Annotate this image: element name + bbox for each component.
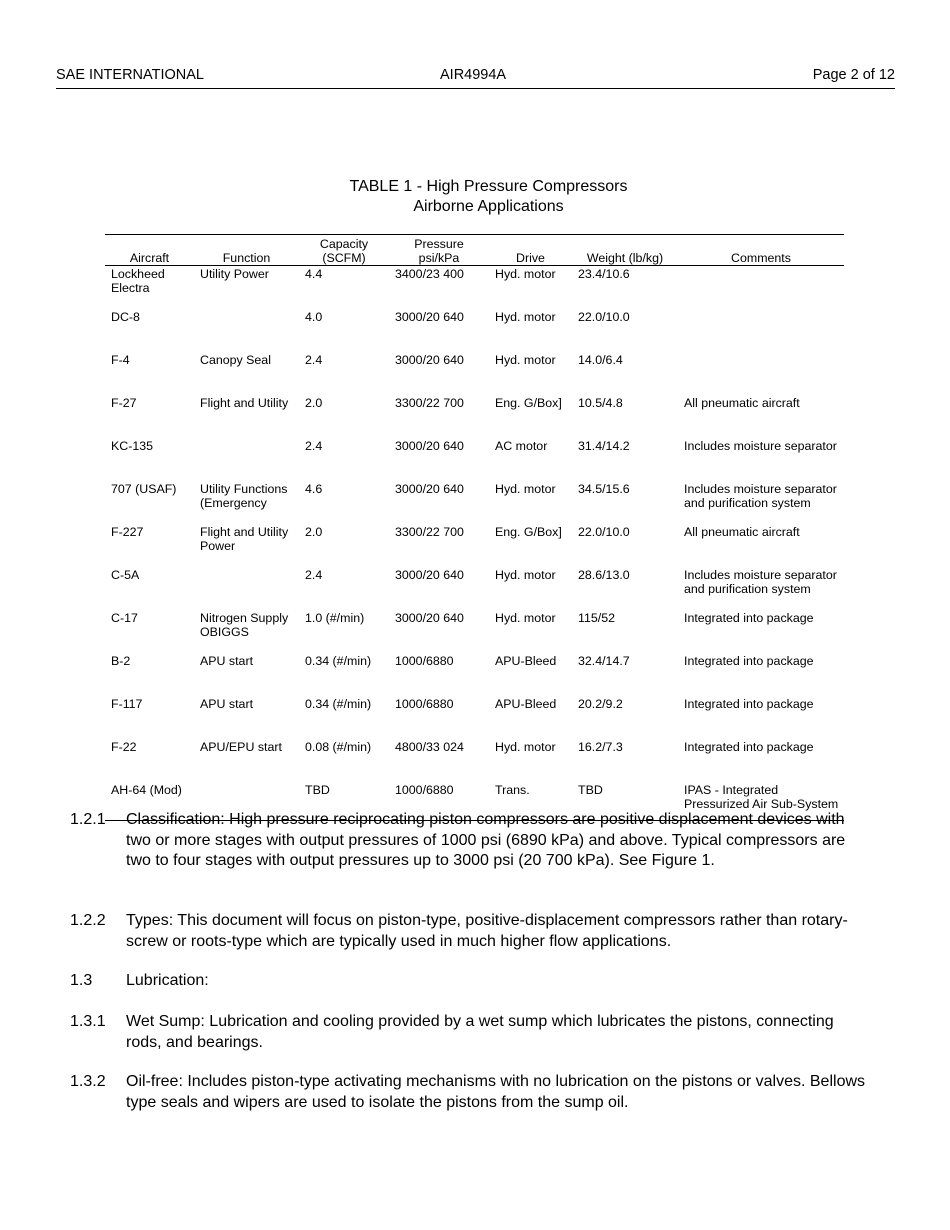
section-number: 1.2.2: [70, 912, 106, 929]
table-row: [105, 438, 844, 481]
cell-function: [194, 309, 299, 352]
section-number: 1.3.2: [70, 1073, 106, 1090]
cell-comments: All pneumatic aircraft: [684, 396, 800, 410]
col-header-drive: Drive: [489, 235, 572, 266]
table-caption: [0, 177, 950, 217]
col-header-weight: Weight (lb/kg): [572, 235, 678, 266]
header-org: SAE INTERNATIONAL: [56, 67, 204, 83]
cell-aircraft: F-117: [111, 697, 143, 711]
section-number: 1.2.1: [70, 811, 106, 828]
table-header-row: [105, 235, 844, 266]
cell-weight: 22.0/10.0: [578, 310, 630, 324]
cell-capacity: 4.4: [305, 267, 323, 281]
table-row: [105, 395, 844, 438]
cell-pressure: 3000/20 640: [395, 439, 464, 453]
cell-aircraft: F-227: [111, 525, 144, 539]
cell-capacity: 0.34 (#/min): [305, 654, 372, 668]
cell-function: Utility Functions (Emergency: [200, 482, 288, 511]
table-subtitle: Airborne Applications: [413, 198, 564, 215]
page-header: [56, 66, 895, 89]
cell-weight: 10.5/4.8: [578, 396, 623, 410]
cell-pressure: 3000/20 640: [395, 568, 464, 582]
table-row: [105, 567, 844, 610]
cell-capacity: 2.0: [305, 396, 323, 410]
header-page-number: Page 2 of 12: [812, 67, 895, 83]
cell-pressure: 4800/33 024: [395, 740, 464, 754]
cell-capacity: 2.4: [305, 568, 323, 582]
cell-function: APU/EPU start: [200, 740, 282, 754]
cell-drive: Hyd. motor: [495, 310, 556, 324]
cell-pressure: 3000/20 640: [395, 353, 464, 367]
cell-weight: 32.4/14.7: [578, 654, 630, 668]
cell-aircraft: Lockheed Electra: [111, 267, 165, 296]
cell-pressure: 3000/20 640: [395, 611, 464, 625]
cell-weight: 31.4/14.2: [578, 439, 630, 453]
header-doc-id: AIR4994A: [440, 67, 507, 83]
section-1-2-2: [70, 911, 870, 952]
table-row: [105, 610, 844, 653]
table-row: [105, 653, 844, 696]
cell-weight: 20.2/9.2: [578, 697, 623, 711]
cell-pressure: 3300/22 700: [395, 525, 464, 539]
cell-function: Nitrogen Supply OBIGGS: [200, 611, 289, 640]
section-1-3: [70, 971, 870, 992]
cell-drive: Hyd. motor: [495, 611, 556, 625]
cell-aircraft: C-5A: [111, 568, 140, 582]
section-text: Lubrication:: [126, 972, 209, 989]
cell-weight: TBD: [572, 782, 678, 821]
table-row: [105, 309, 844, 352]
cell-weight: 23.4/10.6: [578, 267, 630, 281]
cell-aircraft: 707 (USAF): [111, 482, 177, 496]
compressor-table: [105, 234, 844, 821]
section-number: 1.3: [70, 972, 93, 989]
col-header-function: Function: [194, 235, 299, 266]
cell-aircraft: F-22: [111, 740, 137, 754]
cell-function: Flight and Utility: [200, 396, 289, 410]
cell-comments: Includes moisture separator and purification system: [684, 482, 837, 511]
cell-comments: Integrated into package: [684, 611, 814, 625]
col-header-pressure-line2: psi/kPa: [418, 251, 460, 265]
cell-capacity: TBD: [299, 782, 389, 821]
table-title: TABLE 1 - High Pressure Compressors: [349, 178, 628, 195]
cell-comments: IPAS - Integrated Pressurized Air Sub-System: [678, 782, 844, 821]
cell-comments: [678, 266, 844, 310]
cell-comments: [678, 309, 844, 352]
cell-function: Utility Power: [200, 267, 269, 281]
cell-comments: Integrated into package: [684, 740, 814, 754]
table-body: [105, 266, 844, 821]
cell-drive: APU-Bleed: [495, 654, 557, 668]
section-1-2-1: [70, 810, 870, 872]
cell-function: [194, 438, 299, 481]
cell-function: Canopy Seal: [200, 353, 271, 367]
cell-weight: 115/52: [578, 611, 615, 625]
table-row: [105, 481, 844, 524]
cell-drive: APU-Bleed: [495, 697, 557, 711]
section-text: Classification: High pressure reciprocating piston compressors are positive displacement devices with two or more stages with output pressures of 1000 psi (6890 kPa) and above. Typical compressors are two to four stages with output pressures up to 3000 psi (20 700 kPa). See Figure 1.: [126, 811, 846, 869]
cell-weight: 28.6/13.0: [578, 568, 630, 582]
cell-weight: 34.5/15.6: [578, 482, 630, 496]
cell-drive: Hyd. motor: [495, 740, 556, 754]
cell-function: [194, 567, 299, 610]
section-1-3-2: [70, 1072, 870, 1113]
table-row: [105, 696, 844, 739]
cell-aircraft: AH-64 (Mod): [105, 782, 194, 821]
col-header-pressure: [389, 235, 489, 266]
cell-capacity: 2.4: [305, 439, 323, 453]
section-1-3-1: [70, 1012, 870, 1053]
section-number: 1.3.1: [70, 1013, 106, 1030]
cell-function: APU start: [200, 654, 254, 668]
col-header-capacity-line1: Capacity: [319, 237, 369, 251]
cell-aircraft: KC-135: [111, 439, 154, 453]
table-row: [105, 352, 844, 395]
cell-comments: All pneumatic aircraft: [684, 525, 800, 539]
cell-drive: Hyd. motor: [495, 353, 556, 367]
cell-drive: Eng. G/Box]: [495, 396, 562, 410]
cell-comments: Integrated into package: [684, 654, 814, 668]
cell-capacity: 2.4: [305, 353, 323, 367]
cell-function: APU start: [200, 697, 254, 711]
cell-capacity: 1.0 (#/min): [305, 611, 365, 625]
cell-capacity: 4.0: [305, 310, 323, 324]
cell-drive: Hyd. motor: [495, 482, 556, 496]
cell-comments: [678, 352, 844, 395]
cell-aircraft: DC-8: [111, 310, 140, 324]
cell-capacity: 0.34 (#/min): [305, 697, 372, 711]
cell-comments: Includes moisture separator and purification system: [684, 568, 837, 597]
cell-pressure: 3000/20 640: [395, 310, 464, 324]
col-header-aircraft: Aircraft: [105, 235, 194, 266]
cell-pressure: 3400/23 400: [395, 267, 464, 281]
cell-weight: 22.0/10.0: [578, 525, 630, 539]
cell-drive: Hyd. motor: [495, 568, 556, 582]
cell-aircraft: C-17: [111, 611, 138, 625]
cell-capacity: 2.0: [305, 525, 323, 539]
cell-function: Flight and Utility Power: [200, 525, 289, 554]
cell-aircraft: F-27: [111, 396, 137, 410]
table-row: [105, 266, 844, 310]
cell-pressure: 1000/6880: [395, 697, 454, 711]
col-header-comments: Comments: [678, 235, 844, 266]
cell-drive: AC motor: [495, 439, 548, 453]
section-text: Wet Sump: Lubrication and cooling provided by a wet sump which lubricates the pistons, connecting rods, and bearings.: [126, 1013, 834, 1051]
cell-drive: Trans.: [489, 782, 572, 821]
cell-capacity: 0.08 (#/min): [305, 740, 372, 754]
cell-drive: Hyd. motor: [495, 267, 556, 281]
section-text: Oil-free: Includes piston-type activating mechanisms with no lubrication on the pistons or valves. Bellows type seals and wipers are used to isolate the pistons from the sump oil.: [126, 1073, 866, 1111]
cell-comments: Integrated into package: [684, 697, 814, 711]
section-text: Types: This document will focus on piston-type, positive-displacement compressors rather than rotary-screw or roots-type which are typically used in much higher flow applications.: [126, 912, 848, 950]
cell-comments: Includes moisture separator: [684, 439, 837, 453]
cell-pressure: 1000/6880: [395, 654, 454, 668]
cell-aircraft: F-4: [111, 353, 130, 367]
col-header-pressure-line1: Pressure: [414, 237, 464, 251]
cell-pressure: 3000/20 640: [395, 482, 464, 496]
cell-weight: 14.0/6.4: [578, 353, 623, 367]
cell-aircraft: B-2: [111, 654, 131, 668]
cell-drive: Eng. G/Box]: [495, 525, 562, 539]
cell-pressure: 3300/22 700: [395, 396, 464, 410]
col-header-capacity: [299, 235, 389, 266]
cell-capacity: 4.6: [305, 482, 323, 496]
col-header-capacity-line2: (SCFM): [322, 251, 366, 265]
cell-weight: 16.2/7.3: [578, 740, 623, 754]
table-row: [105, 524, 844, 567]
table-row: [105, 739, 844, 782]
cell-pressure: 1000/6880: [389, 782, 489, 821]
